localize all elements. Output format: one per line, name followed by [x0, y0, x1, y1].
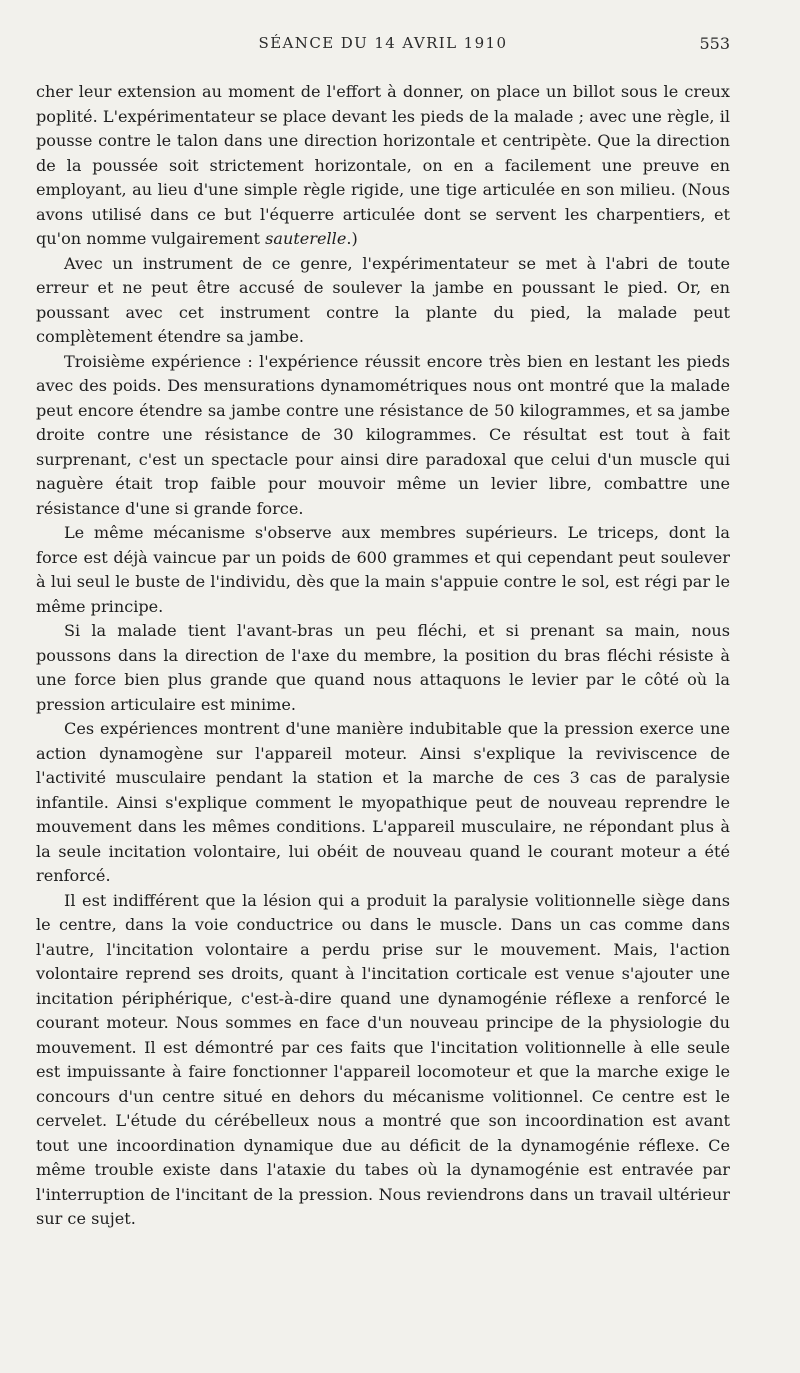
page-header: [36, 34, 730, 56]
paragraph-3: Troisième expérience : l'expérience réussit encore très bien en lestant les pieds avec des poids. Des mensurations dynamométriques nous ont montré que la malade peut encore étendre sa jambe contre une résistance de 50 kilogrammes, et sa jambe droite contre une résistance de 30 kilogrammes. Ce résultat est tout à fait surprenant, c'est un spectacle pour ainsi dire paradoxal que celui d'un muscle qui naguère était trop faible pour mouvoir même un levier libre, combattre une résistance d'une si grande force.: [36, 351, 730, 518]
paragraph-1-text: cher leur extension au moment de l'effort à donner, on place un billot sous le creux poplité. L'expérimentateur se place devant les pieds de la malade ; avec une règle, il pousse contre le talon dans une direction horizontale et centripète. Que la direction de la poussée soit strictement horizontale, on en a facilement une preuve en employant, au lieu d'une simple règle rigide, une tige articulée en son milieu. (Nous avons utilisé dans ce but l'équerre articulée dont se servent les charpentiers, et qu'on nomme vulgairement: [36, 82, 730, 248]
paragraph-7: Il est indifférent que la lésion qui a produit la paralysie volitionnelle siège dans le centre, dans la voie conductrice ou dans le muscle. Dans un cas comme dans l'autre, l'incitation volontaire a perdu prise sur le mouvement. Mais, l'action volontaire reprend ses droits, quant à l'incitation corticale est venue s'ajouter une incitation périphérique, c'est-à-dire quand une dynamogénie réflexe a renforcé le courant moteur. Nous sommes en face d'un nouveau principe de la physiologie du mouvement. Il est démontré par ces faits que l'incitation volitionnelle à elle seule est impuissante à faire fonctionner l'appareil locomoteur et que la marche exige le concours d'un centre situé en dehors du mécanisme volitionnel. Ce centre est le cervelet. L'étude du cérébelleux nous a montré que son incoordination est avant tout une incoordination dynamique due au déficit de la dynamogénie réflexe. Ce même trouble existe dans l'ataxie du tabes où la dynamogénie est entravée par l'interruption de l'incitant de la pression. Nous reviendrons dans un travail ultérieur sur ce sujet.: [36, 890, 730, 1228]
paragraph-1: [36, 80, 730, 252]
page-number: 553: [699, 34, 730, 53]
paragraph-6: Ces expériences montrent d'une manière indubitable que la pression exerce une action dynamogène sur l'appareil moteur. Ainsi s'explique la reviviscence de l'activité musculaire pendant la station et la marche de ces 3 cas de paralysie infantile. Ainsi s'explique comment le myopathique peut de nouveau reprendre le mouvement dans les mêmes conditions. L'appareil musculaire, ne répondant plus à la seule incitation volontaire, lui obéit de nouveau quand le courant moteur a été renforcé.: [36, 719, 730, 885]
italic-term: sauterelle: [265, 229, 347, 248]
italic-term-closing: .): [346, 229, 358, 248]
body-text: [36, 80, 730, 1232]
paragraph-5: Si la malade tient l'avant-bras un peu fléchi, et si prenant sa main, nous poussons dans la direction de l'axe du membre, la position du bras fléchi résiste à une force bien plus grande que quand nous attaquons le levier par le côté où la pression articulaire est minime.: [36, 621, 730, 714]
paragraph-2: Avec un instrument de ce genre, l'expérimentateur se met à l'abri de toute erreur et ne peut être accusé de soulever la jambe en poussant le pied. Or, en poussant avec cet instrument contre la plante du pied, la malade peut complètement étendre sa jambe.: [36, 253, 730, 346]
running-head: SÉANCE DU 14 AVRIL 1910: [258, 34, 508, 52]
paragraph-4: Le même mécanisme s'observe aux membres supérieurs. Le triceps, dont la force est déjà vaincue par un poids de 600 grammes et qui cependant peut soulever à lui seul le buste de l'individu, dès que la main s'appuie contre le sol, est régi par le même principe.: [36, 523, 730, 616]
